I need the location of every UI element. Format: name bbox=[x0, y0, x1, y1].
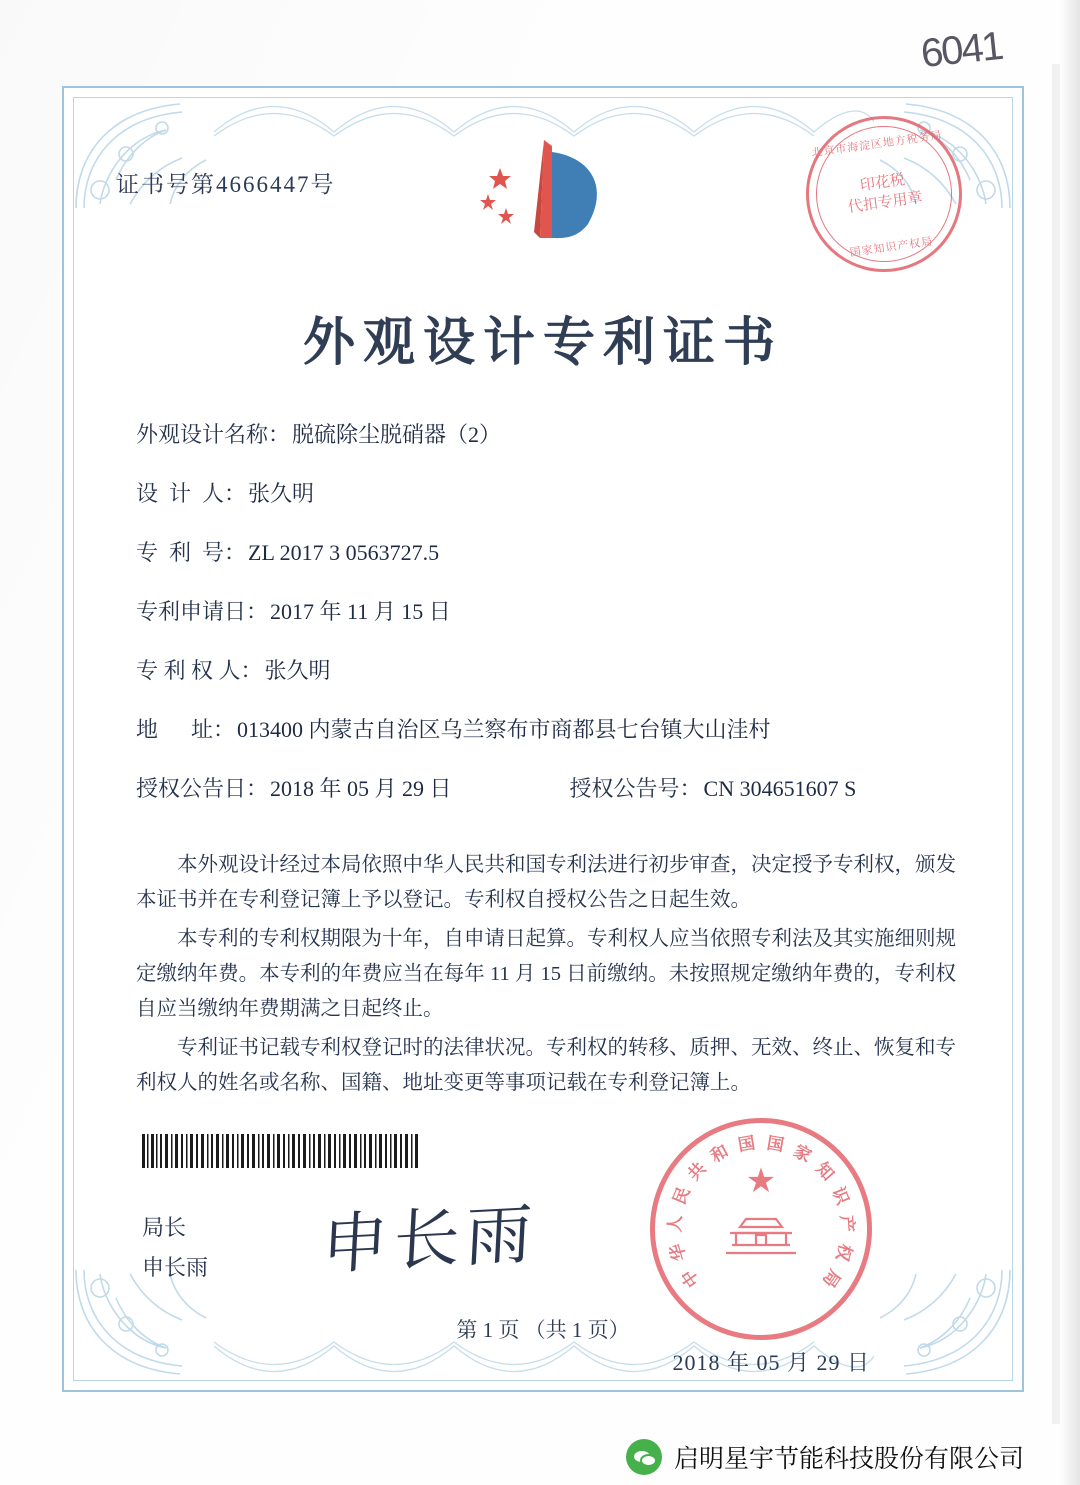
field-row bbox=[136, 418, 962, 449]
tax-stamp-arc-top: 北京市海淀区地方税务局 bbox=[810, 129, 944, 160]
seal-char: 家 bbox=[790, 1141, 815, 1167]
tax-stamp-line1: 印花税 bbox=[859, 172, 906, 195]
field-value: 2017 年 11 月 15 日 bbox=[270, 599, 451, 624]
paragraph: 本专利的专利权期限为十年，自申请日起算。专利权人应当依照专利法及其实施细则规定缴纳年费。本专利的年费应当在每年 11 月 15 日前缴纳。未按照规定缴纳年费的，专利权自应当缴纳年费期满之日起终止。 bbox=[136, 928, 956, 1020]
field-row bbox=[136, 595, 962, 626]
seal-char: 国 bbox=[736, 1133, 757, 1155]
field-row bbox=[136, 477, 962, 508]
paragraph: 专利证书记载专利权登记时的法律状况。专利权的转移、质押、无效、终止、恢复和专利权人的姓名或名称、国籍、地址变更等事项记载在专利登记簿上。 bbox=[136, 1037, 956, 1094]
field-label: 专 利 权 人： bbox=[136, 658, 263, 683]
page-number: 第 1 页 （共 1 页） bbox=[456, 1318, 630, 1342]
field-row bbox=[136, 536, 962, 567]
signature-labels bbox=[142, 1208, 208, 1288]
seal-char: 中 bbox=[677, 1265, 704, 1291]
field-list bbox=[136, 418, 962, 831]
grant-date-label: 授权公告日： bbox=[136, 776, 269, 801]
legal-text bbox=[136, 848, 956, 1105]
seal-star-icon: ★ bbox=[745, 1163, 777, 1200]
seal-char: 人 bbox=[665, 1214, 686, 1233]
field-value: 张久明 bbox=[264, 658, 331, 683]
grant-no-label: 授权公告号： bbox=[569, 776, 702, 801]
wechat-icon bbox=[626, 1439, 662, 1475]
seal-char: 局 bbox=[818, 1265, 845, 1291]
page-title: 外观设计专利证书 bbox=[302, 312, 783, 373]
grant-no-value: CN 304651607 S bbox=[703, 776, 857, 801]
director-name-label: 申长雨 bbox=[142, 1255, 209, 1280]
seal-char: 共 bbox=[684, 1158, 710, 1185]
seal-char: 产 bbox=[836, 1214, 857, 1233]
field-value: 013400 内蒙古自治区乌兰察布市商都县七台镇大山洼村 bbox=[237, 717, 771, 742]
field-label: 专 利 号： bbox=[136, 540, 247, 565]
cnipa-logo-icon bbox=[448, 132, 638, 252]
seal-char: 权 bbox=[832, 1241, 856, 1264]
field-label: 外观设计名称： bbox=[136, 422, 291, 447]
wechat-account bbox=[626, 1439, 1024, 1475]
official-seal bbox=[650, 1118, 872, 1340]
tax-stamp-line2: 代扣专用章 bbox=[846, 189, 924, 217]
seal-char: 华 bbox=[666, 1241, 690, 1264]
field-label: 地 址： bbox=[136, 717, 236, 742]
handwritten-number: 6041 bbox=[918, 23, 1005, 77]
tax-stamp-arc-bottom: 国家知识产权局 bbox=[849, 235, 934, 260]
seal-text bbox=[655, 1129, 867, 1329]
page-edge-line bbox=[1052, 64, 1060, 1424]
field-row bbox=[136, 654, 962, 685]
page-edge-shadow bbox=[1060, 0, 1080, 1485]
certificate-frame bbox=[62, 86, 1024, 1392]
seal-char: 和 bbox=[707, 1141, 732, 1167]
seal-char: 知 bbox=[812, 1158, 838, 1185]
field-row bbox=[136, 713, 962, 744]
barcode bbox=[142, 1134, 422, 1168]
grant-no-group bbox=[570, 772, 857, 803]
grant-date-value: 2018 年 05 月 29 日 bbox=[270, 776, 452, 801]
seal-char: 国 bbox=[765, 1133, 786, 1155]
seal-date: 2018 年 05 月 29 日 bbox=[672, 1350, 870, 1375]
field-value: 张久明 bbox=[248, 481, 315, 506]
field-label: 设 计 人： bbox=[136, 481, 247, 506]
director-title-label: 局长 bbox=[142, 1215, 187, 1240]
field-value: 脱硫除尘脱硝器（2） bbox=[292, 422, 502, 447]
director-signature: 申长雨 bbox=[319, 1195, 540, 1284]
seal-char: 识 bbox=[828, 1184, 853, 1208]
seal-char: 民 bbox=[669, 1184, 694, 1208]
wechat-account-name: 启明星宇节能科技股份有限公司 bbox=[673, 1444, 1024, 1473]
grant-row bbox=[136, 772, 962, 803]
field-label: 专利申请日： bbox=[136, 599, 269, 624]
paragraph: 本外观设计经过本局依照中华人民共和国专利法进行初步审查，决定授予专利权，颁发本证书并在专利登记簿上予以登记。专利权自授权公告之日起生效。 bbox=[136, 854, 956, 911]
certificate-number: 证书号第4666447号 bbox=[116, 172, 336, 197]
field-value: ZL 2017 3 0563727.5 bbox=[248, 540, 440, 565]
